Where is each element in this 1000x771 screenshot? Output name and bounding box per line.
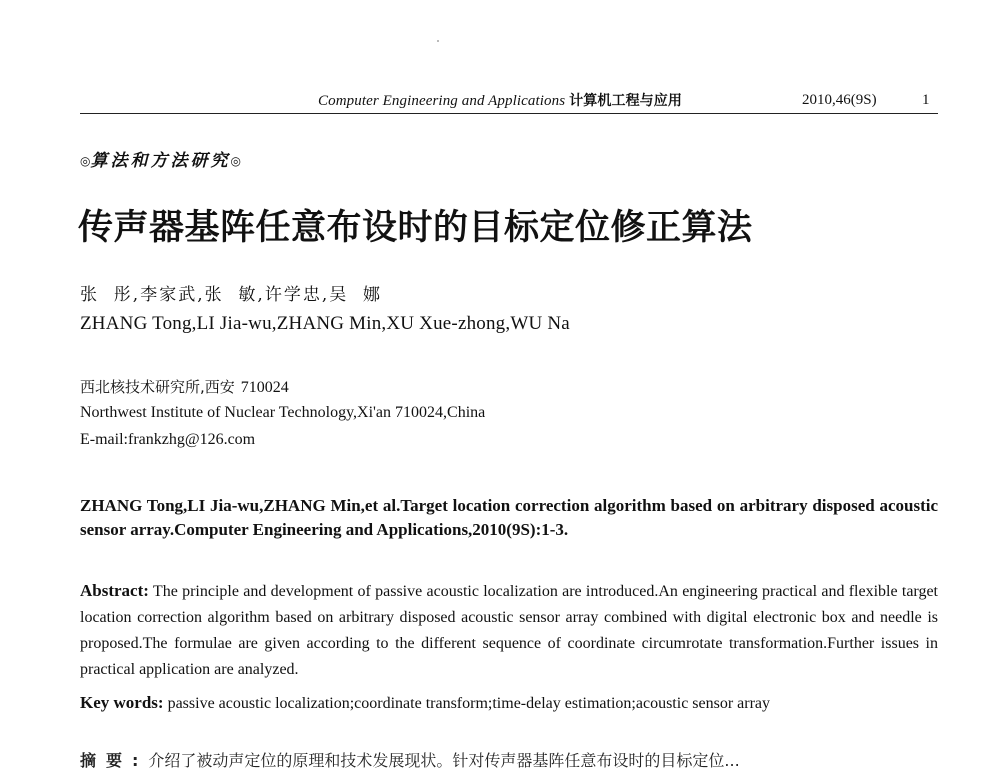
volume-issue: 2010,46(9S) bbox=[802, 92, 877, 108]
citation: ZHANG Tong,LI Jia-wu,ZHANG Min,et al.Target location correction algorithm based on arbitrary disposed acoustic sensor array.Computer Engineering and Applications,2010(9S):1-3. bbox=[80, 496, 938, 539]
authors-cn: 张 彤,李家武,张 敏,许学忠,吴 娜 bbox=[80, 285, 383, 305]
header-rule bbox=[80, 113, 938, 114]
author-email[interactable]: E-mail:frankzhg@126.com bbox=[80, 431, 256, 448]
cn-abstract-label: 摘要: bbox=[80, 751, 149, 770]
abstract-label: Abstract: bbox=[80, 581, 149, 600]
journal-name bbox=[318, 90, 682, 110]
abstract bbox=[80, 578, 938, 683]
cn-abstract-text: 介绍了被动声定位的原理和技术发展现状。针对传声器基阵任意布设时的目标定位... bbox=[148, 751, 740, 770]
affiliation-zip: 710024 bbox=[240, 379, 289, 396]
affiliation-cn bbox=[80, 376, 289, 397]
circle-mark-icon: ◎ bbox=[230, 154, 241, 168]
keywords bbox=[80, 693, 938, 713]
paper-title: 传声器基阵任意布设时的目标定位修正算法 bbox=[78, 208, 753, 248]
affiliation-en: Northwest Institute of Nuclear Technology,Xi'an 710024,China bbox=[80, 404, 486, 421]
authors-en: ZHANG Tong,LI Jia-wu,ZHANG Min,XU Xue-zhong,WU Na bbox=[80, 313, 570, 334]
affiliation-cn-text: 西北核技术研究所,西安 bbox=[80, 378, 235, 396]
section-tag bbox=[80, 146, 241, 171]
keywords-text: passive acoustic localization;coordinate transform;time-delay estimation;acoustic sensor array bbox=[167, 695, 771, 712]
journal-name-en: Computer Engineering and Applications bbox=[318, 93, 566, 109]
journal-name-cn: 计算机工程与应用 bbox=[569, 93, 682, 109]
scan-speck bbox=[437, 40, 439, 42]
keywords-label: Key words: bbox=[80, 693, 164, 712]
section-tag-text: 算法和方法研究 bbox=[90, 151, 231, 171]
abstract-text: The principle and development of passive acoustic localization are introduced.An engineering practical and flexible target location correction algorithm based on arbitrary disposed acoustic sensor array combined with digital electronic box and needle is proposed.The formulae are given according to the different sequence of coordinate circumrotate transformation.Further issues in practical application are analyzed. bbox=[80, 583, 939, 678]
circle-mark-icon: ◎ bbox=[80, 154, 91, 168]
running-header bbox=[80, 86, 938, 118]
page-number: 1 bbox=[922, 92, 930, 108]
